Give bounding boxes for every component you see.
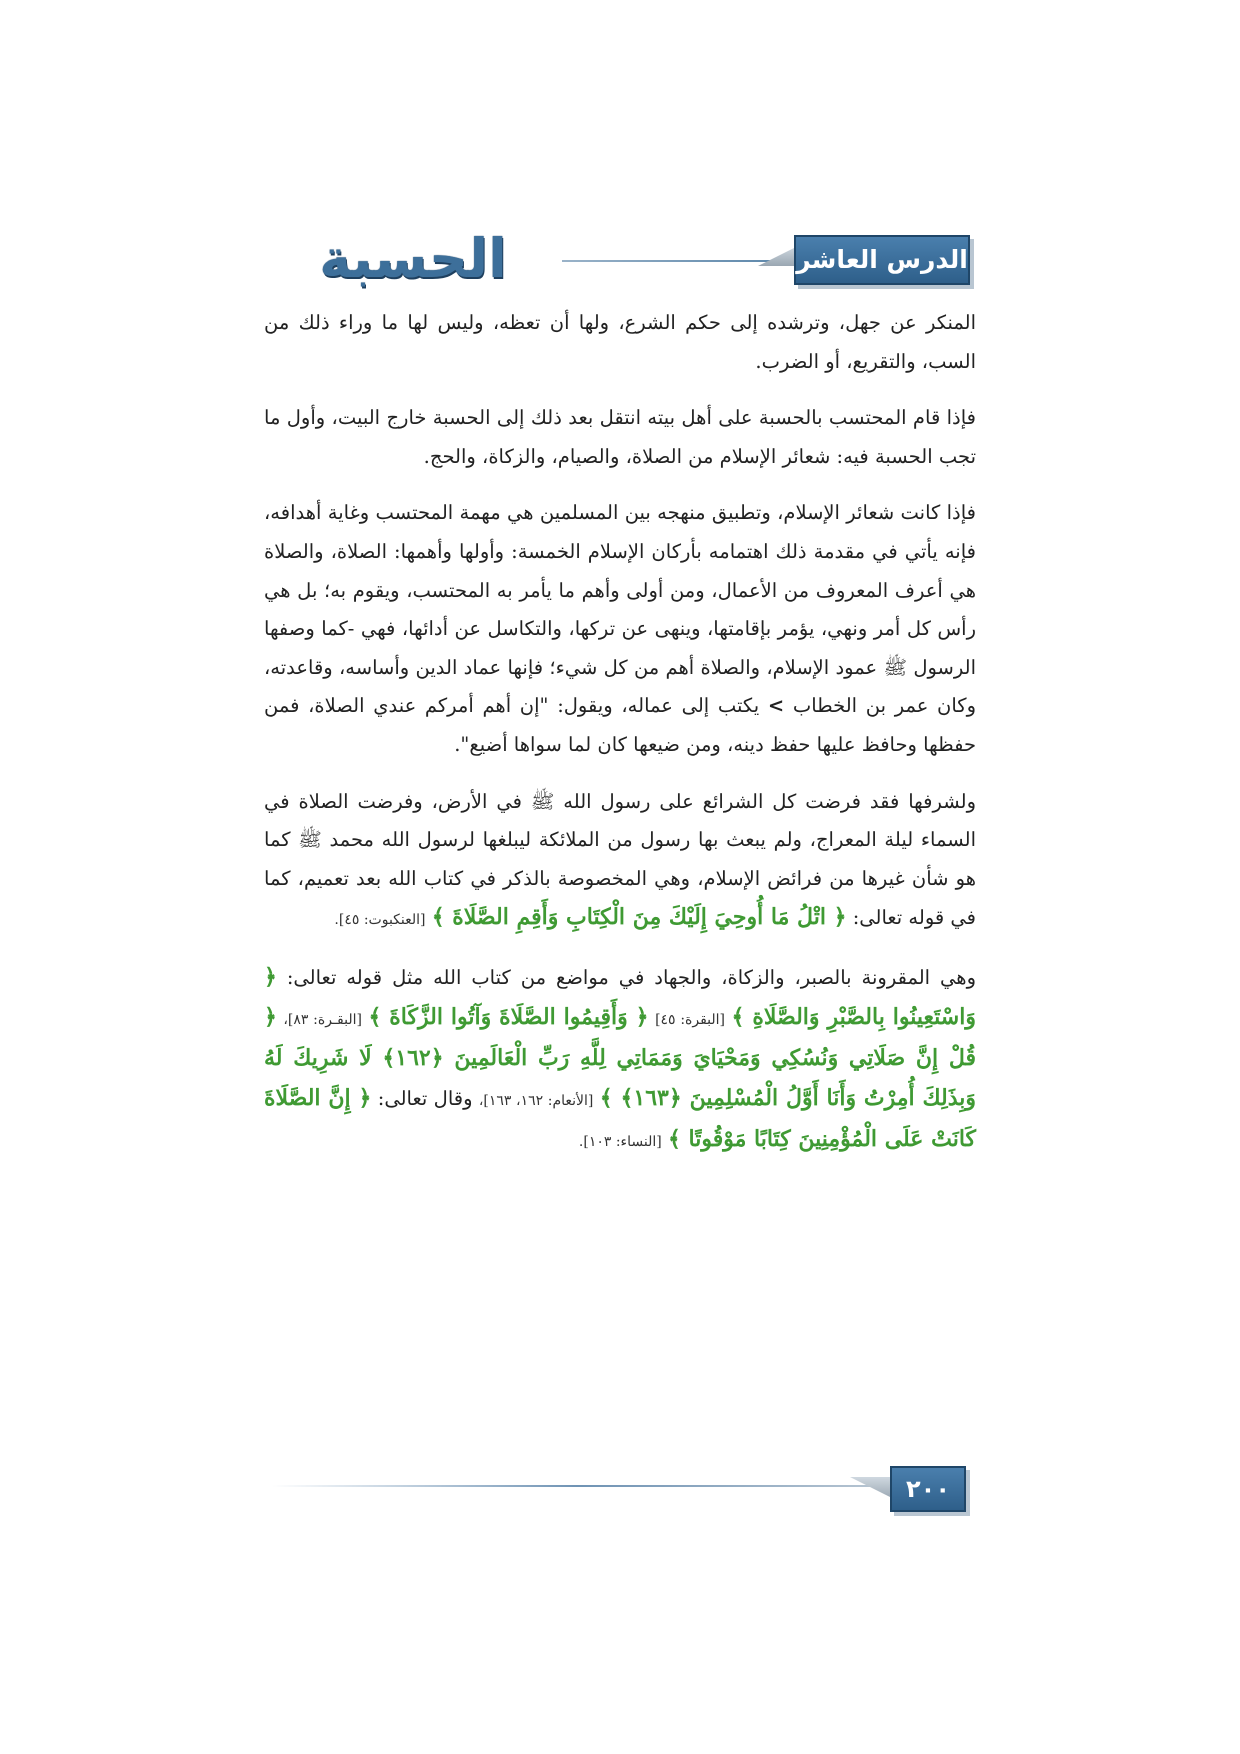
paragraph-3-text-b: عمود الإسلام، والصلاة أهم من كل شيء؛ فإنها عماد الدين وأساسه، وقاعدته، وكان عمر بن الخطاب — [264, 655, 977, 718]
paragraph-3-text-a: فإذا كانت شعائر الإسلام، وتطبيق منهجه بين المسلمين هي مهمة المحتسب وغاية أهدافه، فإنه يأتي في مقدمة ذلك اهتمامه بأركان الإسلام الخمسة: وأولها وأهمها: الصلاة، والصلاة هي أعرف المعروف من الأعمال، ومن أولى وأهم ما يأمر به المحتسب، ويقوم به؛ بل هي رأس كل أمر ونهي، يؤمر بإقامتها، وينهى عن تركها، والتكاسل عن أدائها، فهي -كما وصفها الرسول — [264, 501, 977, 679]
salla-glyph: ﷺ — [530, 789, 555, 813]
footer-rule — [272, 1485, 882, 1487]
paragraph-3-text-c: يكتب إلى عماله، ويقول: "إن أهم أمركم عندي الصلاة، فمن حفظها وحافظ عليها حفظ دينه، ومن ضيعها كان لما سواها أضيع". — [264, 694, 976, 756]
paragraph-4-text-b: في الأرض، وفرضت الصلاة في السماء ليلة المعراج، ولم يبعث بها رسول من الملائكة ليبلغها لرسول الله محمد — [264, 789, 976, 852]
footer-rule-wedge — [850, 1477, 894, 1499]
quran-verse: ﴿ قُلْ إِنَّ صَلَاتِي وَنُسُكِي وَمَحْيَايَ وَمَمَاتِي لِلَّهِ رَبِّ الْعَالَمِينَ ﴿١٦٢﴾ لَا شَرِيكَ لَهُ وَبِذَلِكَ أُمِرْتُ وَأَنَا أَوَّلُ الْمُسْلِمِينَ ﴿١٦٣﴾ ﴾ — [264, 1003, 977, 1111]
lesson-badge: الدرس العاشر — [794, 235, 970, 285]
paragraph-5 — [264, 958, 976, 1162]
header-rule — [562, 260, 787, 262]
quran-verse: ﴿ وَاسْتَعِينُوا بِالصَّبْرِ وَالصَّلَاةِ ﴾ — [264, 963, 976, 1030]
chapter-title: الحسبة — [319, 227, 507, 290]
honorific-mark: > — [767, 694, 785, 718]
verse-reference: [الأنعام: ١٦٢، ١٦٣]، — [478, 1092, 594, 1109]
paragraph-5-intro: وهي المقرونة بالصبر، والزكاة، والجهاد في مواضع من كتاب الله مثل قوله تعالى: — [286, 965, 976, 989]
paragraph-4-text-c: كما هو شأن غيرها من فرائض الإسلام، وهي المخصوصة بالذكر في كتاب الله بعد تعميم، كما في قوله تعالى: — [264, 828, 976, 930]
page-body — [264, 304, 976, 1180]
page-number: ٢٠٠ — [890, 1466, 966, 1512]
verse-reference: [البقرة: ٤٥] — [655, 1011, 726, 1028]
paragraph-1-text: المنكر عن جهل، وترشده إلى حكم الشرع، ولها أن تعظه، وليس لها ما وراء ذلك من السب، والتقريع، أو الضرب. — [264, 311, 976, 373]
paragraph-2-text: فإذا قام المحتسب بالحسبة على أهل بيته انتقل بعد ذلك إلى الحسبة خارج البيت، وأول ما تجب الحسبة فيه: شعائر الإسلام من الصلاة، والصيام، والزكاة، والحج. — [264, 406, 976, 468]
paragraph-3 — [264, 494, 976, 764]
paragraph-4 — [264, 783, 976, 940]
verse-reference: [البقـرة: ٨٣]، — [283, 1011, 362, 1028]
salla-glyph: ﷺ — [883, 655, 908, 679]
paragraph-4-text-a: ولشرفها فقد فرضت كل الشرائع على رسول الله — [563, 789, 976, 813]
paragraph-1 — [264, 304, 976, 381]
quran-verse: ﴿ إِنَّ الصَّلَاةَ كَانَتْ عَلَى الْمُؤْمِنِينَ كِتَابًا مَوْقُوتًا ﴾ — [264, 1084, 976, 1153]
header-rule-wedge — [758, 246, 798, 266]
quran-verse: ﴿ وَأَقِيمُوا الصَّلَاةَ وَآتُوا الزَّكَاةَ ﴾ — [368, 1003, 649, 1030]
verse-reference: [العنكبوت: ٤٥]. — [334, 912, 426, 929]
salla-glyph: ﷺ — [298, 828, 322, 852]
quran-verse: ﴿ اتْلُ مَا أُوحِيَ إِلَيْكَ مِنَ الْكِتَابِ وَأَقِمِ الصَّلَاةَ ﴾ — [431, 904, 847, 931]
paragraph-5-mid: وقال تعالى: — [377, 1086, 473, 1110]
paragraph-2 — [264, 399, 976, 476]
verse-reference: [النساء: ١٠٣]. — [578, 1134, 662, 1151]
